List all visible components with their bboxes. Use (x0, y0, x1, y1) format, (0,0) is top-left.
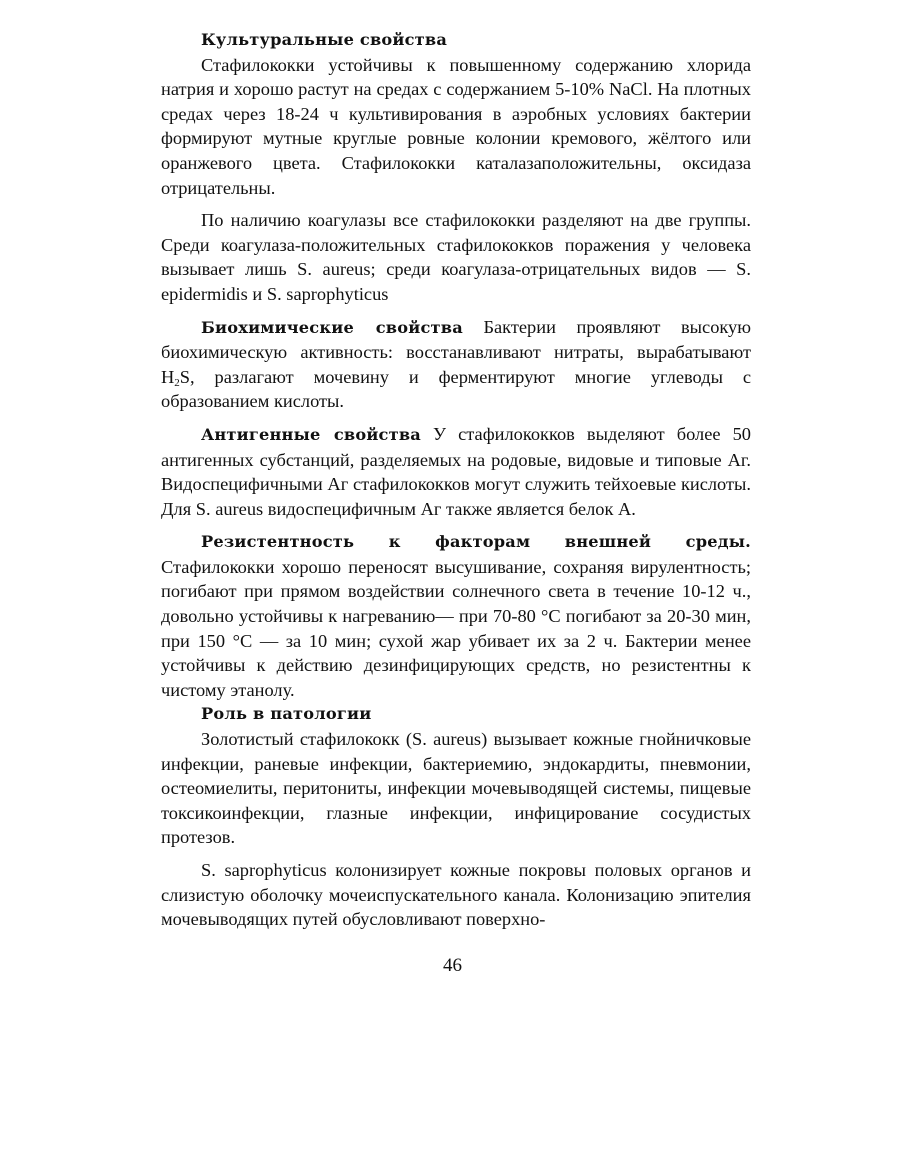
biochemical-text-2: , разлагают мочевину и ферментируют многие углеводы с образованием кислоты. (161, 366, 751, 412)
heading-cultural-properties: Культуральные свойства (201, 30, 448, 49)
formula-h: H (161, 366, 175, 387)
paragraph-resistance (161, 529, 751, 702)
paragraph-cultural-2: По наличию коагулазы все стафилококки разделяют на две группы. Среди коагулаза-положительных стафилококков поражения у человека вызывает лишь S. aureus; среди коагулаза-отрицательных видов — S. epidermidis и S. saprophyticus (161, 210, 751, 304)
resistance-text: Стафилококки хорошо переносят высушивание, сохраняя вирулентность; погибают при прямом воздействии солнечного света в течение 10-12 ч., довольно устойчивы к нагреванию— при 70-80 °С погибают за 20-30 мин, при 150 °С — за 10 мин; сухой жар убивает их за 2 ч. Бактерии менее устойчивы к действию дезинфицирующих средств, но резистентны к чистому этанолу. (161, 556, 751, 700)
paragraph-pathology-2: S. saprophyticus колонизирует кожные покровы половых органов и слизистую оболочку мочеиспускательного канала. Колонизацию эпителия мочевыводящих путей обусловливают поверхно- (161, 860, 751, 930)
document-page (161, 28, 751, 932)
paragraph-cultural-1: Стафилококки устойчивы к повышенному содержанию хлорида натрия и хорошо растут на средах с содержанием 5-10% NaCl. На плотных средах через 18-24 ч культивирования в аэробных условиях бактерии формируют мутные круглые ровные колонии кремового, жёлтого или оранжевого цвета. Стафилококки каталазаположительны, оксидаза отрицательны. (161, 54, 751, 198)
heading-resistance: Резистентность к факторам внешней среды. (201, 532, 751, 552)
formula-s: S (179, 366, 191, 387)
paragraph-biochemical (161, 315, 751, 414)
paragraph-pathology-1: Золотистый стафилококк (S. aureus) вызывает кожные гнойничковые инфекции, раневые инфекции, бактериемию, эндокардиты, пневмонии, остеомиелиты, перитониты, инфекции мочевыводящей системы, пищевые токсикоинфекции, глазные инфекции, инфицирование сосудистых протезов. (161, 729, 751, 848)
heading-antigenic-properties: Антигенные свойства (201, 424, 421, 444)
biochemical-text-1: Бактерии проявляют высокую биохимическую активность: восстанавливают нитраты, вырабатывают (161, 316, 751, 363)
formula-subscript: 2 (174, 376, 180, 389)
antigenic-text: У стафилококков выделяют более 50 антигенных субстанций, разделяемых на родовые, видовые и типовые Аг. Видоспецифичными Аг стафилококков могут служить тейхоевые кислоты. Для S. aureus видоспецифичным Аг также является белок А. (161, 423, 751, 519)
paragraph-antigenic (161, 422, 751, 521)
heading-biochemical-properties: Биохимические свойства (201, 317, 463, 337)
heading-role-in-pathology: Роль в патологии (201, 704, 372, 724)
page-number: 46 (443, 955, 462, 976)
